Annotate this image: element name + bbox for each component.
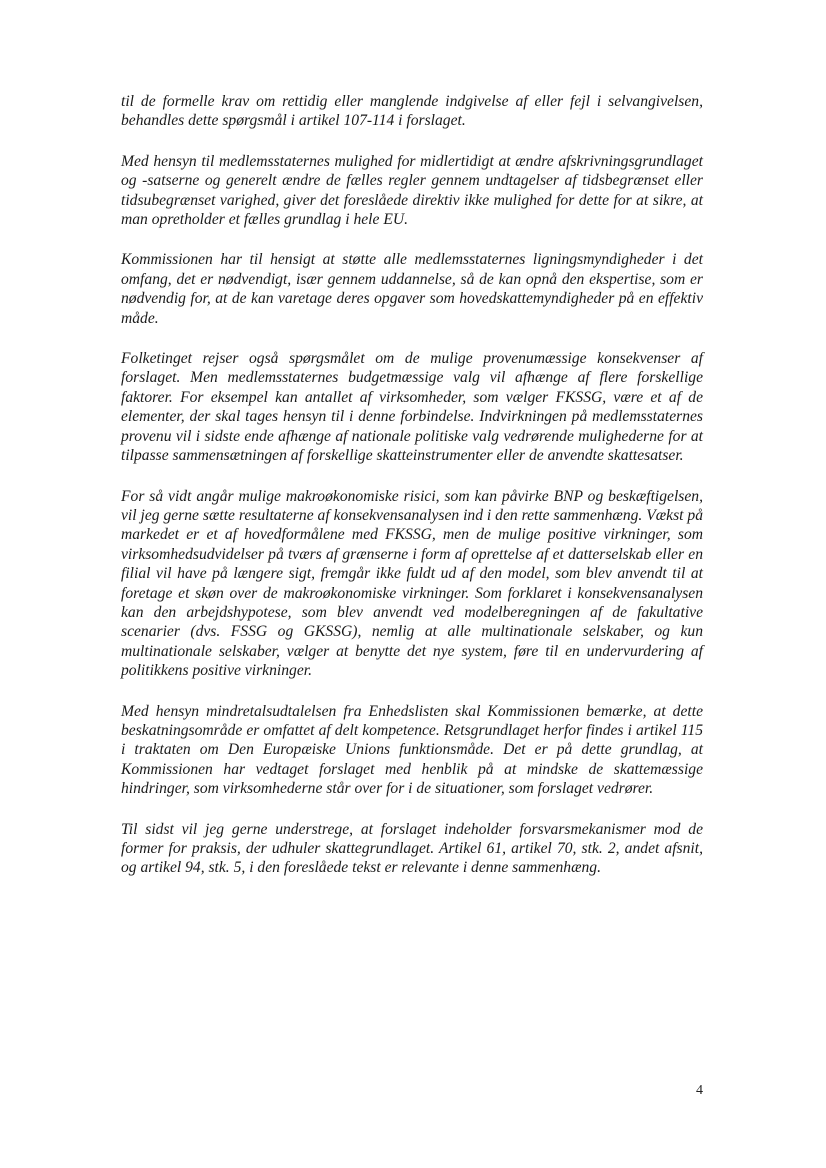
paragraph-commission-support: Kommissionen har til hensigt at støtte alle medlemsstaternes ligningsmyndigheder i det omfang, det er nødvendigt, især gennem uddannelse, så de kan opnå den ekspertise, som er nødvendig for, at de kan varetage deres opgaver som hovedskattemyndigheder på en effektiv måde. xyxy=(121,251,703,327)
paragraph-depreciation: Med hensyn til medlemsstaternes mulighed for midlertidigt at ændre afskrivningsgrundlaget og -satserne og generelt ændre de fælles regler gennem undtagelser af tidsbegrænset eller tidsubegrænset varighed, giver det foreslåede direktiv ikke mulighed for dette for at sikre, at man opretholder et fælles grundlag i hele EU. xyxy=(121,152,703,229)
paragraph-formal-requirements: til de formelle krav om rettidig eller manglende indgivelse af eller fejl i selvangivelsen, behandles dette spørgsmål i artikel 107-114 i forslaget. xyxy=(121,93,703,130)
document-body xyxy=(121,92,703,899)
paragraph-minority-opinion: Med hensyn mindretalsudtalelsen fra Enhedslisten skal Kommissionen bemærke, at dette beskatningsområde er omfattet af delt kompetence. Retsgrundlaget herfor findes i artikel 115 i traktaten om Den Europæiske Unions funktionsmåde. Det er på dette grundlag, at Kommissionen har vedtaget forslaget med henblik på at mindske de skattemæssige hindringer, som virksomhederne står over for i de situationer, som forslaget vedrører. xyxy=(121,702,703,798)
paragraph-defence-mechanisms: Til sidst vil jeg gerne understrege, at forslaget indeholder forsvarsmekanismer mod de former for praksis, der udhuler skattegrundlaget. Artikel 61, artikel 70, stk. 2, andet afsnit, og artikel 94, stk. 5, i den foreslåede tekst er relevante i denne sammenhæng. xyxy=(121,820,703,877)
paragraph-macroeconomic-risks: For så vidt angår mulige makroøkonomiske risici, som kan påvirke BNP og beskæftigelsen, vil jeg gerne sætte resultaterne af konsekvensanalysen ind i den rette sammenhæng. Vækst på markedet er et af hovedformålene med FKSSG, men de mulige positive virkninger, som virksomhedsudvidelser på tværs af grænserne i form af oprettelse af et datterselskab eller en filial vil have på længere sigt, fremgår ikke fuldt ud af den model, som blev anvendt til at foretage et skøn over de makroøkonomiske virkninger. Som forklaret i konsekvensanalysen kan den arbejdshypotese, som blev anvendt ved modelberegningen af de fakultative scenarier (dvs. FSSG og GKSSG), nemlig at alle multinationale selskaber, og kun multinationale selskaber, vælger at benytte det nye system, føre til en undervurdering af politikkens positive virkninger. xyxy=(121,487,703,680)
page-number: 4 xyxy=(696,1083,703,1098)
paragraph-revenue-consequences: Folketinget rejser også spørgsmålet om de mulige provenumæssige konsekvenser af forslaget. Men medlemsstaternes budgetmæssige valg vil afhænge af flere forskellige faktorer. For eksempel kan antallet af virksomheder, som vælger FKSSG, være et af de elementer, der skal tages hensyn til i denne forbindelse. Indvirkningen på medlemsstaternes provenu vil i sidste ende afhænge af nationale politiske valg vedrørende mulighederne for at tilpasse sammensætningen af forskellige skatteinstrumenter eller de anvendte skattesatser. xyxy=(121,350,703,465)
